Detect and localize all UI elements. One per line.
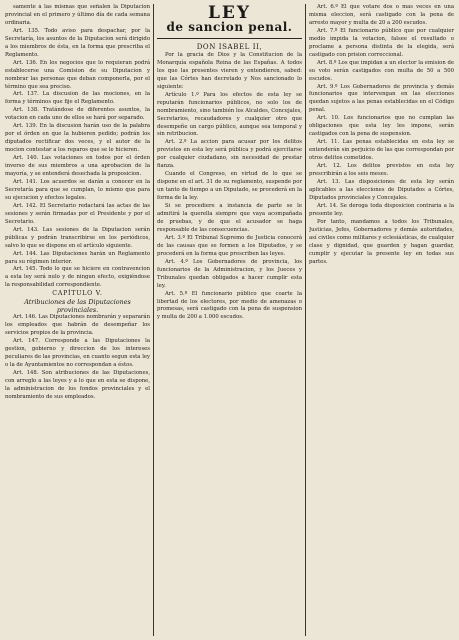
article-paragraph: Art. 142. El Secretario redactará las actas de las sesiones y serán firmadas por el Presidente y por el Secretario. xyxy=(5,202,151,225)
article-paragraph: Art. 138. Tratándose de diferentes asuntos, la votacion en cada uno de ellos se hará por separado. xyxy=(5,107,151,122)
article-paragraph: Art. 3.º El Tribunal Supremo de Justicia conocerá de las causas que se formen a los Diputados, y se procederá en la forma que prescriben las leyes. xyxy=(156,234,302,257)
article-paragraph: Art. 137. La discusion de las mociones, en la forma y términos que fije el Reglamento. xyxy=(5,91,151,106)
article-paragraph: Art. 11. Las penas establecidas en esta ley se entenderán sin perjuicio de las que correspondan por otros delitos cometidos. xyxy=(308,139,454,162)
article-paragraph: Art. 4.º Los Gobernadores de provincia, los funcionarios de la Administracion, y los Jueces y Tribunales quedan obligados a hacer cumplir esta ley. xyxy=(156,258,302,289)
chapter-subheading: Atribuciones de las Diputaciones provinciales. xyxy=(24,298,131,315)
right-column-body xyxy=(309,4,454,266)
right-column xyxy=(309,4,454,636)
royal-addressee: DON ISABEL II, xyxy=(196,43,263,51)
article-paragraph: Art. 145. Todo lo que se hiciere en contravencion a esta ley será nulo y de ningun efecto, exigiéndose la responsabilidad correspondiente. xyxy=(5,266,151,289)
article-paragraph: Art. 7.º El funcionario público que por cualquier medio impida la votacion, falsee el resultado o proclame a persona distinta de la elegida, será castigado con prision correccional. xyxy=(308,27,454,58)
article-paragraph: Art. 148. Son atribuciones de las Diputaciones, con arreglo a las leyes y a lo que en esta se dispone, la administracion de los fondos provinciales y el nombramiento de sus empleados. xyxy=(5,369,151,400)
article-paragraph: Art. 6.º El que votare dos o mas veces en una misma eleccion, será castigado con la pena de arresto mayor y multa de 20 a 200 escudos. xyxy=(308,4,454,26)
column-divider xyxy=(153,4,154,636)
article-paragraph: Por la gracia de Dios y la Constitucion de la Monarquía española Reina de las Españas. A todos los que las presentes vieren y entendieren, sabed: que las Córtes han decretado y Nos sancionado lo siguiente: xyxy=(156,51,302,90)
article-paragraph: Art. 8.º Los que impidan a un elector la emision de su voto serán castigados con multa de 50 a 500 escudos. xyxy=(308,59,454,82)
article-paragraph: Art. 141. Los acuerdos se darán a conocer en la Secretaría para que se cumplan, lo mismo que para su ejecucion y efectos legales. xyxy=(5,178,151,201)
article-paragraph: Art. 135. Todo aviso para despachar, por la Secretaría, los asuntos de la Diputacion será dirigido a los miembros de ésta, en la forma que prescriba el Reglamento. xyxy=(5,27,151,58)
chapter-heading: CAPÍTULO V. xyxy=(52,290,103,298)
article-paragraph: Cuando el Congreso, en virtud de lo que se dispone en el art. 31 de su reglamento, suspende por un tanto de tiempo a un Diputado, se procederá en la forma de la ley. xyxy=(156,171,302,202)
article-paragraph: Art. 136. En los negocios que lo requieran podrá establecerse una Comision de su Diputacion y nombrar las personas que deban componerla, por el término que sea preciso. xyxy=(5,59,151,90)
middle-column xyxy=(157,4,302,636)
title-divider xyxy=(157,38,302,39)
law-title-line1: LEY xyxy=(207,4,252,23)
article-paragraph: Art. 10. Los funcionarios que no cumplan las obligaciones que esta ley les impone, serán castigados con la pena de suspension. xyxy=(308,115,454,138)
article-paragraph: Art. 9.º Los Gobernadores de provincia y demás funcionarios que intervengan en las elecciones quedan sujetos a las penas establecidas en el Código penal. xyxy=(308,83,454,114)
column-divider xyxy=(305,4,306,636)
left-column xyxy=(5,4,150,636)
article-paragraph: Art. 139. En la discusion harán uso de la palabra por el órden en que la hubieren pedido; podrán los diputados rectificar dos veces, y el autor de la mocion contestar a los reparos que se le hicieren. xyxy=(5,123,151,154)
article-paragraph: Art. 146. Las Diputaciones nombrarán y separarán los empleados que habrán de desempeñar los servicios propios de la provincia. xyxy=(5,314,151,337)
article-paragraph: Por tanto, mandamos a todos los Tribunales, Justicias, Jefes, Gobernadores y demás autoridades, así civiles como militares y eclesiásticas, de cualquier clase y dignidad, que guarden y hagan guardar, cumplir y ejecutar la presente ley en todas sus partes. xyxy=(308,218,454,265)
article-paragraph: Art. 12. Los delitos previstos en esta ley prescribirán a los seis meses. xyxy=(308,163,454,178)
middle-column-body xyxy=(157,52,302,322)
article-paragraph: Art. 5.º El funcionario público que coarte la libertad de los electores, por medio de amenazas o promesas, será castigado con la pena de suspension y multa de 200 a 1.000 escudos. xyxy=(156,290,302,321)
article-paragraph: Artículo 1.º Para los efectos de esta ley se reputarán funcionarios públicos, no solo los de nombramiento, sino también los Alcaldes, Concejales, Secretarios, recaudadores y cualquier otro que desempeñe un cargo público, aunque sea temporal y sin retribucion. xyxy=(156,91,302,138)
article-paragraph: Art. 143. Las sesiones de la Diputacion serán públicas y podrán transcribirse en los periódicos, salvo lo que se dispone en el artículo siguiente. xyxy=(5,226,151,249)
law-title xyxy=(157,6,302,34)
law-title-line2: de sancion penal. xyxy=(166,20,293,34)
article-paragraph: Si se procediere a instancia de parte se le admitirá la querella siempre que vaya acompañada de pruebas, y de que el acusador se haga responsable de las consecuencias. xyxy=(156,203,302,233)
article-paragraph: samente à las mismas que señalen la Diputacion provincial en el primero y último día de cada semana ordinaria. xyxy=(5,4,151,26)
article-paragraph: Art. 2.º La accion para acusar por los delitos previstos en esta ley será pública y podrá ejercitarse por cualquier ciudadano, sin necesidad de prestar fianza. xyxy=(156,139,302,170)
article-paragraph: Art. 13. Las disposiciones de esta ley serán aplicables a las elecciones de Diputados a Córtes, Diputados provinciales y Concejales. xyxy=(308,178,454,201)
article-paragraph: Art. 14. Se deroga toda disposicion contraria a la presente ley. xyxy=(308,202,454,217)
article-paragraph: Art. 147. Corresponde a las Diputaciones la gestion, gobierno y direccion de los intereses peculiares de las provincias, en cuanto segun esta ley o la de Ayuntamientos no correspondan a éstos. xyxy=(5,338,151,368)
article-paragraph: Art. 144. Las Diputaciones harán un Reglamento para su régimen interior. xyxy=(5,250,151,265)
page-columns xyxy=(5,4,454,636)
left-column-body-after xyxy=(5,314,150,401)
article-paragraph: Art. 140. Las votaciones en todos por el órden inverso de sus miembros a una aprobacion de la mayoría, y se entenderá desechada la proposicion. xyxy=(5,155,151,178)
left-column-body xyxy=(5,4,150,290)
